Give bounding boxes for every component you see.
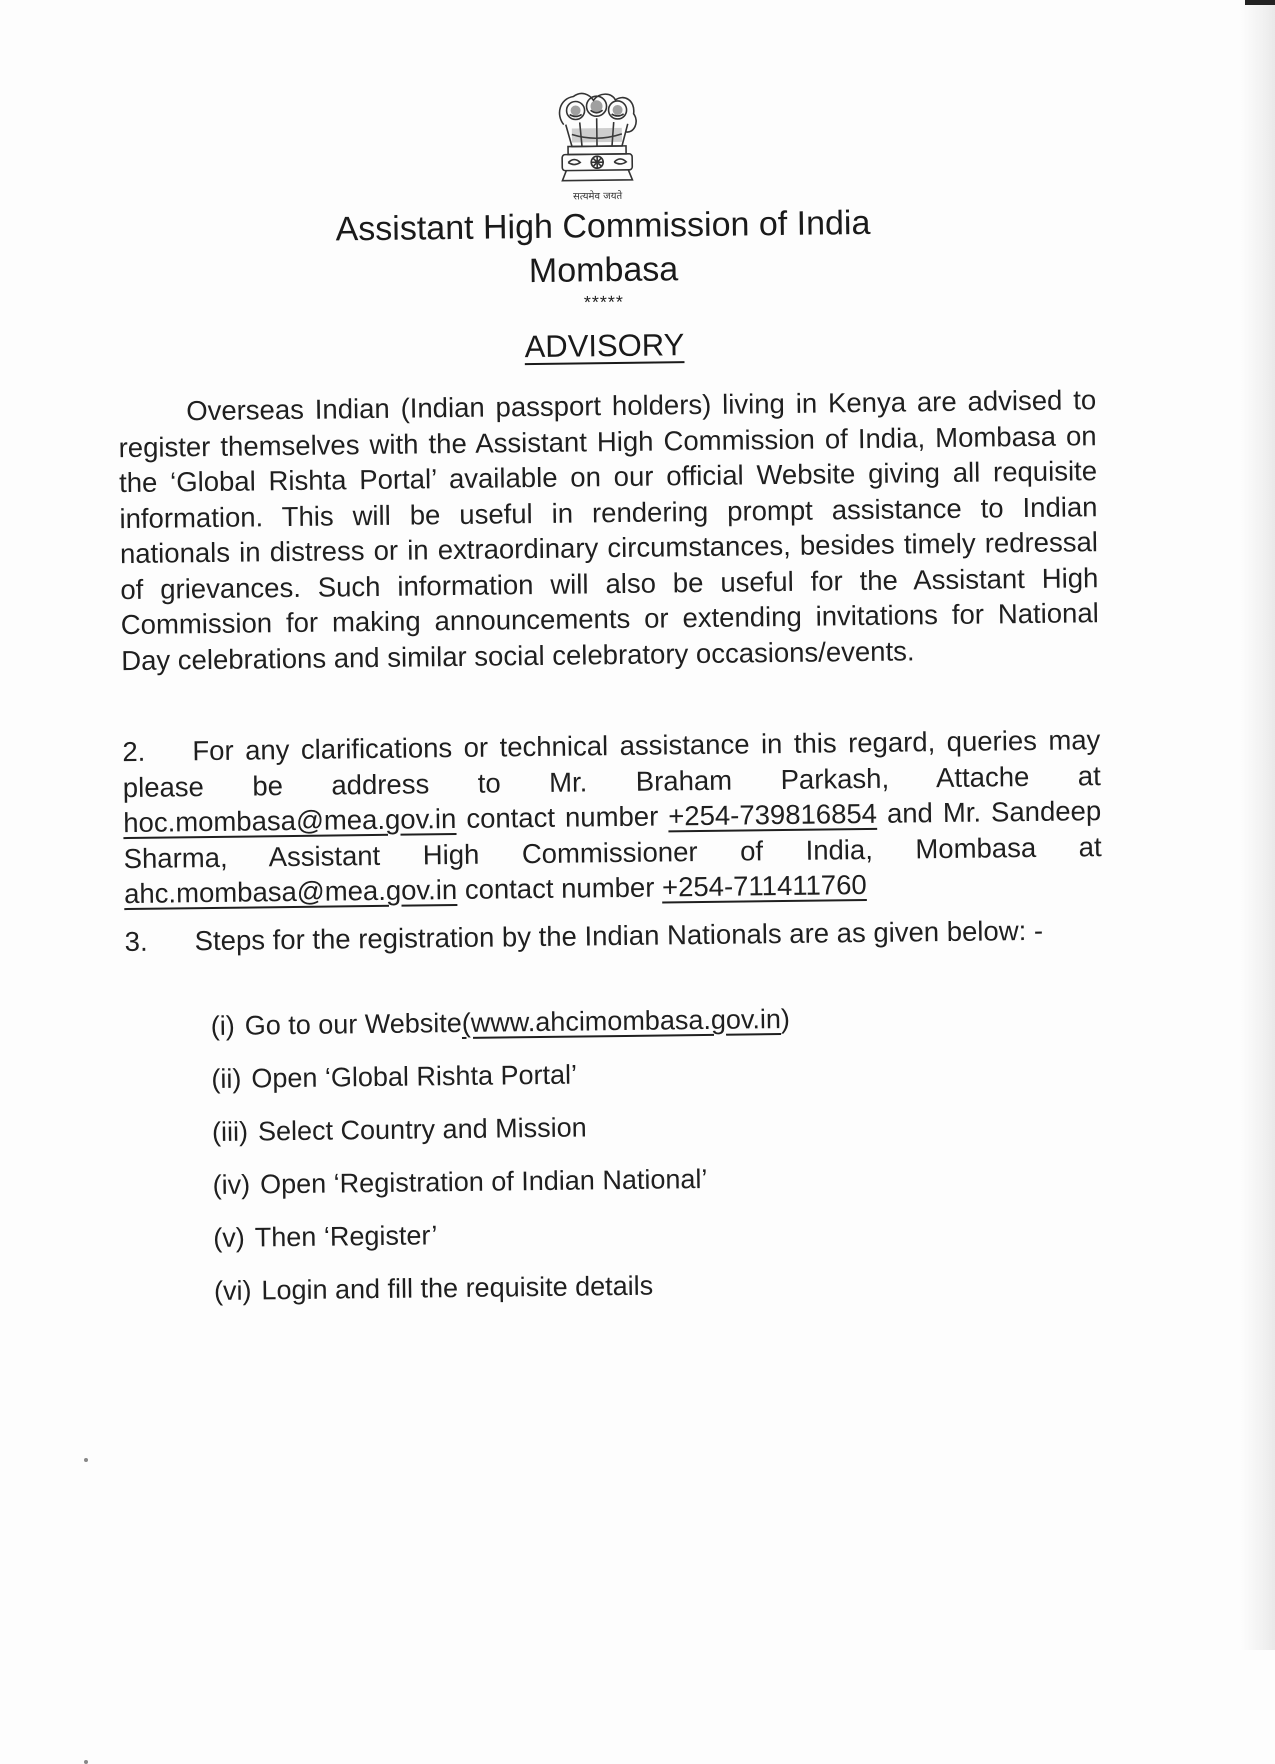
list-item [212, 1096, 1013, 1159]
advisory-heading [454, 326, 754, 366]
national-emblem [541, 84, 652, 205]
ahc-phone-link[interactable]: +254-711411760 [661, 868, 867, 903]
step-text: Open ‘Global Rishta Portal’ [251, 1059, 578, 1094]
advisory-heading-text: ADVISORY [524, 327, 685, 365]
list-item [212, 1149, 1013, 1212]
attache-email-link[interactable]: hoc.mombasa@mea.gov.in [123, 803, 457, 839]
step-text: Open ‘Registration of Indian National’ [259, 1163, 708, 1200]
lion-capital-emblem-icon [541, 84, 652, 195]
registration-steps-list [210, 990, 1014, 1318]
paragraph-2 [122, 722, 1102, 911]
paragraph-2-text-b: contact number [456, 800, 669, 834]
title-separator-stars: ***** [583, 291, 625, 313]
step-text: Login and fill the requisite details [261, 1270, 654, 1306]
paragraph-2-text-d: contact number [457, 871, 663, 905]
paragraph-3-number: 3. [124, 925, 148, 958]
page-title [243, 200, 964, 297]
paragraph-3-text: Steps for the registration by the Indian Nationals are as given below: - [194, 914, 1044, 957]
scan-speck [84, 1760, 88, 1764]
paragraph-2-number: 2. [122, 735, 146, 768]
list-item [213, 1202, 1014, 1265]
step-text: Select Country and Mission [257, 1112, 587, 1147]
attache-phone-link[interactable]: +254-739816854 [668, 797, 878, 832]
step-number: (i) [210, 1010, 235, 1042]
step-number: (iv) [212, 1169, 251, 1201]
website-link[interactable]: (www.ahcimombasa.gov.in [461, 1004, 782, 1038]
ahc-email-link[interactable]: ahc.mombasa@mea.gov.in [123, 873, 458, 910]
emblem-motto: सत्यमेव जयते [573, 190, 623, 203]
paragraph-1: Overseas Indian (Indian passport holders) living in Kenya are advised to register themselves with the Assistant High Commission of India, Mombasa on the ‘Global Rishta Portal’ available on our official Website giving all requisite information. This will be useful in rendering prompt assistance to Indian nationals in distress or in extraordinary circumstances, besides timely redressal of grievances. Such information will also be useful for the Assistant High Commission for making announcements or extending invitations for National Day celebrations and similar social celebratory occasions/events. [118, 384, 1099, 676]
step-number: (iii) [211, 1116, 249, 1148]
list-item [211, 1043, 1012, 1106]
title-line-1: Assistant High Commission of India [335, 203, 871, 249]
step-number: (vi) [213, 1275, 252, 1306]
list-item [214, 1255, 1015, 1318]
step-number: (v) [213, 1222, 245, 1253]
step-number: (ii) [211, 1063, 242, 1095]
title-line-2: Mombasa [528, 250, 679, 291]
step-text: Then ‘Register’ [254, 1220, 438, 1253]
step-text: Go to our Website [244, 1007, 462, 1041]
step-text-suffix: ) [780, 1003, 791, 1035]
paragraph-2-text-a: For any clarifications or technical assistance in this regard, queries may please be address to Mr. Braham Parkash, Attache at [122, 724, 1101, 803]
list-item [210, 990, 1011, 1053]
paragraph-3 [124, 912, 1102, 959]
paragraph-2-text-c: and Mr. Sandeep Sharma, Assistant High Commissioner of India, Mombasa at [123, 795, 1102, 874]
